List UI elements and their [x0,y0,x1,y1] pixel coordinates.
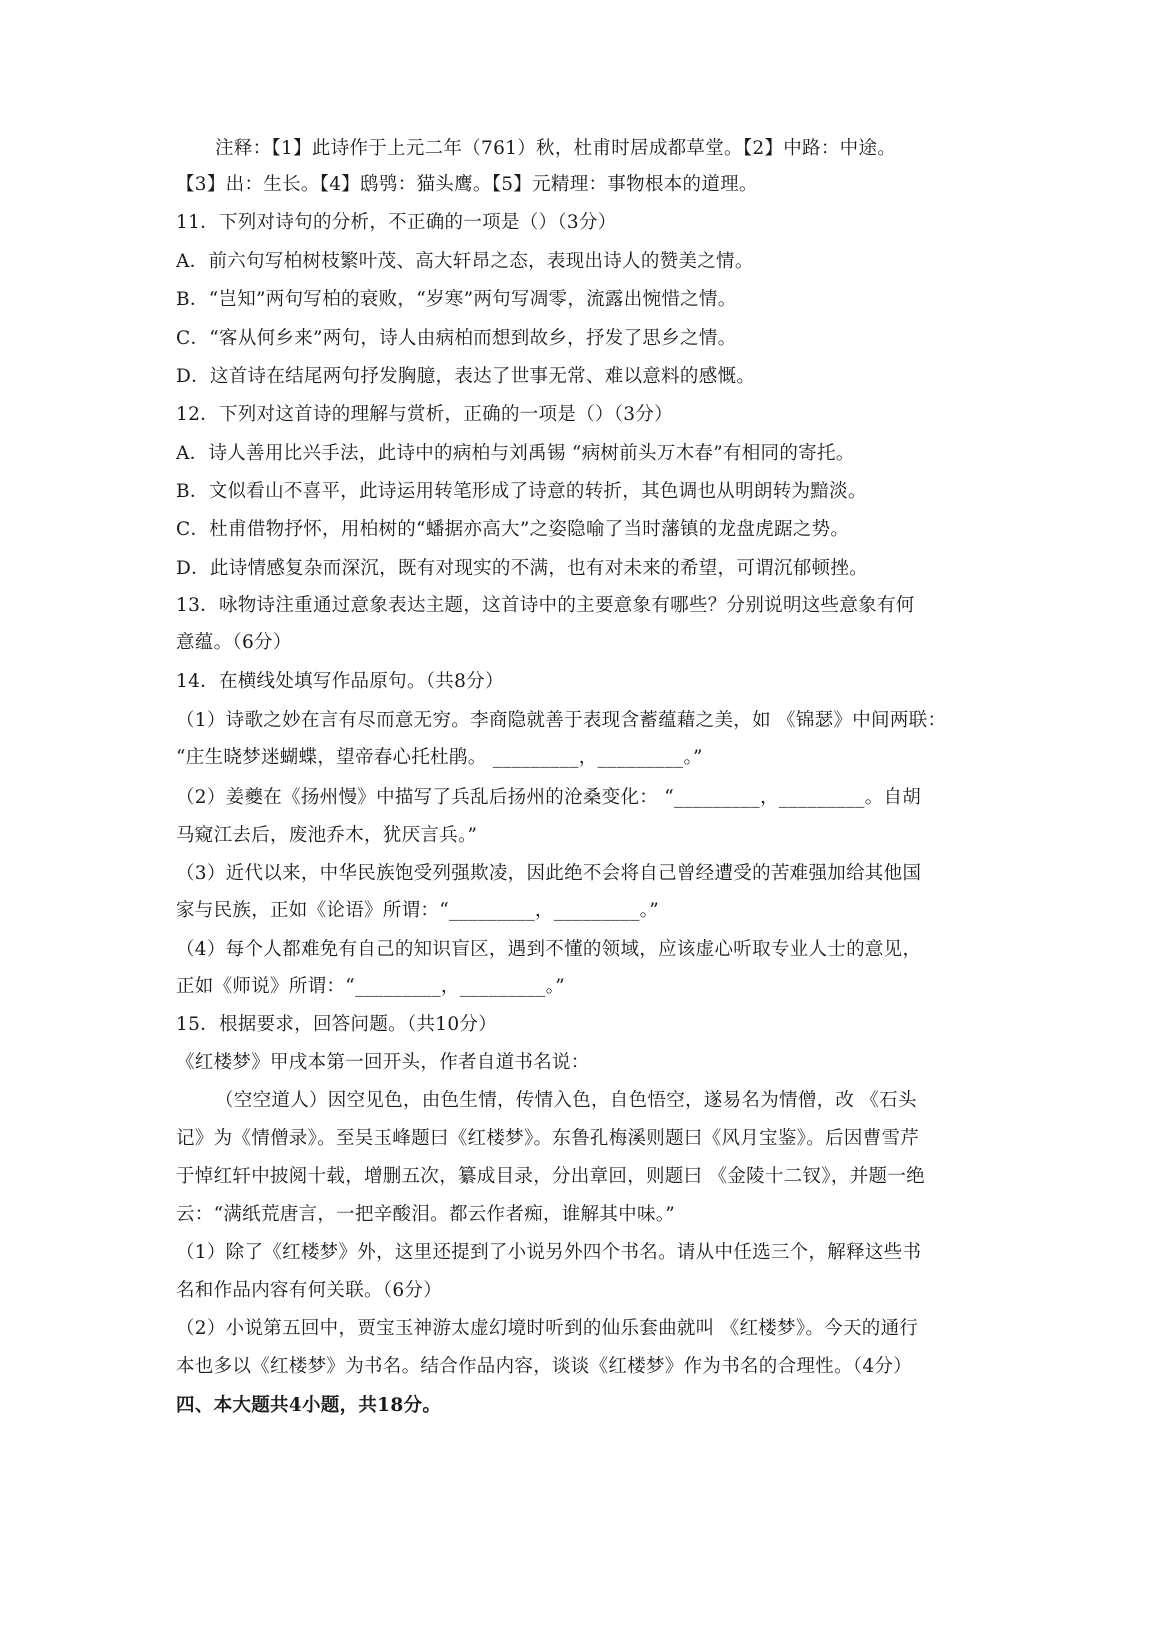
question-15-part-1-line-1: （1）除了《红楼梦》外，这里还提到了小说另外四个书名。请从中任选三个，解释这些书 [176,1242,922,1263]
question-13-stem-line-2: 意蕴。（6分） [176,632,292,653]
question-15-part-2-line-2: 本也多以《红楼梦》为书名。结合作品内容，谈谈《红楼梦》作为书名的合理性。（4分） [176,1356,913,1377]
annotation-line-1: 注释：【1】此诗作于上元二年（761）秋，杜甫时居成都草堂。【2】中路：中途。 [215,138,897,159]
question-12-stem: 12．下列对这首诗的理解与赏析，正确的一项是（）（3分） [176,404,673,425]
question-15-part-2-line-1: （2）小说第五回中，贾宝玉神游太虚幻境时听到的仙乐套曲就叫 《红楼梦》。今天的通行 [176,1318,919,1339]
question-14-part-1-line-1: （1）诗歌之妙在言有尽而意无穷。李商隐就善于表现含蓄蕴藉之美，如 《锦瑟》中间两联： [176,710,947,731]
question-12-option-c: C．杜甫借物抒怀，用柏树的“蟠据亦高大”之姿隐喻了当时藩镇的龙盘虎踞之势。 [176,519,850,540]
question-12-option-d: D．此诗情感复杂而深沉，既有对现实的不满，也有对未来的希望，可谓沉郁顿挫。 [176,558,868,579]
question-12-option-a: A．诗人善用比兴手法，此诗中的病柏与刘禹锡 “病树前头万木春”有相同的寄托。 [176,443,855,464]
question-11-stem: 11．下列对诗句的分析，不正确的一项是（）（3分） [176,212,617,233]
quote-line-4: 云：“满纸荒唐言，一把辛酸泪。都云作者痴，谁解其中味。” [176,1204,676,1225]
question-14-part-3-line-1: （3）近代以来，中华民族饱受列强欺凌，因此绝不会将自己曾经遭受的苦难强加给其他国 [176,863,922,884]
annotation-line-2: 【3】出：生长。【4】鸱鸮：猫头鹰。【5】元精理：事物根本的道理。 [176,174,758,195]
question-14-part-3-line-2: 家与民族，正如《论语》所谓：“_________，_________。” [176,900,659,921]
question-11-option-b: B．“岂知”两句写柏的衰败，“岁寒”两句写凋零，流露出惋惜之情。 [176,289,737,310]
quote-line-2: 记》为《情僧录》。至吴玉峰题曰《红楼梦》。东鲁孔梅溪则题曰《风月宝鉴》。后因曹雪芹 [176,1128,920,1149]
question-15-part-1-line-2: 名和作品内容有何关联。（6分） [176,1280,443,1301]
question-15-stem: 15．根据要求，回答问题。（共10分） [176,1014,498,1035]
quote-line-3: 于悼红轩中披阅十载，增删五次，纂成目录，分出章回，则题曰 《金陵十二钗》，并题一绝 [176,1166,925,1187]
question-14-stem: 14．在横线处填写作品原句。（共8分） [176,671,504,692]
question-12-option-b: B．文似看山不喜平，此诗运用转笔形成了诗意的转折，其色调也从明朗转为黯淡。 [176,481,867,502]
section-four-heading: 四、本大题共4小题，共18分。 [176,1395,442,1416]
quote-line-1: （空空道人）因空见色，由色生情，传情入色，自色悟空，遂易名为情僧，改 《石头 [215,1090,917,1111]
question-14-part-4-line-1: （4）每个人都难免有自己的知识盲区，遇到不懂的领域，应该虚心听取专业人士的意见， [176,939,922,960]
question-11-option-a: A．前六句写柏树枝繁叶茂、高大轩昂之态，表现出诗人的赞美之情。 [176,251,754,272]
question-11-option-d: D．这首诗在结尾两句抒发胸臆，表达了世事无常、难以意料的感慨。 [176,366,756,387]
question-13-stem-line-1: 13．咏物诗注重通过意象表达主题，这首诗中的主要意象有哪些？分别说明这些意象有何 [176,595,915,616]
question-14-part-2-line-2: 马窥江去后，废池乔木，犹厌言兵。” [176,825,478,846]
question-14-part-4-line-2: 正如《师说》所谓：“_________，_________。” [176,976,565,997]
question-14-part-1-line-2: “庄生晓梦迷蝴蝶，望帝春心托杜鹃。 _________，_________。” [176,747,703,768]
question-14-part-2-line-1: （2）姜夔在《扬州慢》中描写了兵乱后扬州的沧桑变化： “_________，_________。自胡 [176,787,922,808]
question-15-intro: 《红楼梦》甲戌本第一回开头，作者自道书名说： [176,1052,590,1073]
question-11-option-c: C．“客从何乡来”两句，诗人由病柏而想到故乡，抒发了思乡之情。 [176,328,737,349]
